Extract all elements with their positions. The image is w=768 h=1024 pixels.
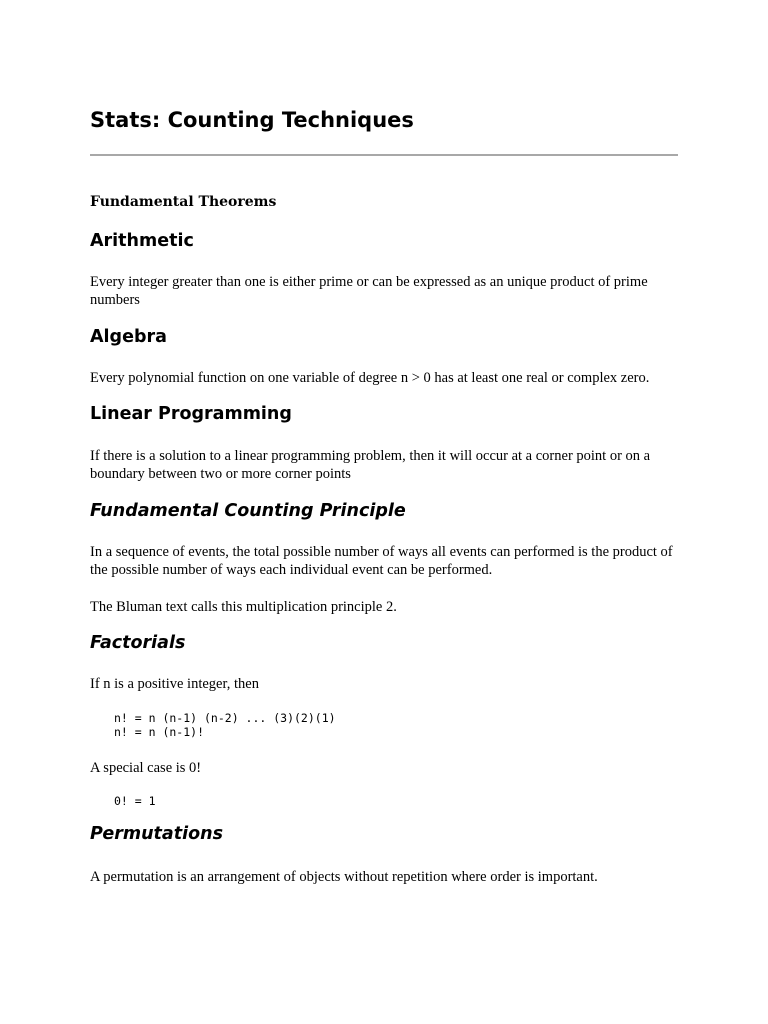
code-factorial-expansion: n! = n (n-1) (n-2) ... (3)(2)(1) xyxy=(114,711,336,725)
paragraph-counting-principle: In a sequence of events, the total possible number of ways all events can performed is the product of the possible number of ways each individual event can be performed. xyxy=(90,544,673,578)
paragraph-permutations: A permutation is an arrangement of objects without repetition where order is important. xyxy=(90,869,598,885)
paragraph-arithmetic: Every integer greater than one is either prime or can be expressed as an unique product of prime numbers xyxy=(90,274,648,308)
paragraph-linear-programming: If there is a solution to a linear programming problem, then it will occur at a corner point or on a boundary between two or more corner points xyxy=(90,448,651,482)
title-divider xyxy=(90,154,678,156)
code-zero-factorial: 0! = 1 xyxy=(114,794,156,808)
paragraph-special-case: A special case is 0! xyxy=(90,760,202,776)
heading-algebra: Algebra xyxy=(90,327,167,347)
heading-fundamental-counting-principle: Fundamental Counting Principle xyxy=(90,501,406,521)
heading-permutations: Permutations xyxy=(90,824,223,844)
heading-factorials: Factorials xyxy=(90,633,186,653)
heading-linear-programming: Linear Programming xyxy=(90,404,292,424)
paragraph-algebra: Every polynomial function on one variable of degree n > 0 has at least one real or complex zero. xyxy=(90,370,650,386)
page-title: Stats: Counting Techniques xyxy=(90,108,414,132)
heading-arithmetic: Arithmetic xyxy=(90,231,194,251)
paragraph-bluman-note: The Bluman text calls this multiplication principle 2. xyxy=(90,599,397,615)
section-subtitle: Fundamental Theorems xyxy=(90,194,277,210)
paragraph-factorials-intro: If n is a positive integer, then xyxy=(90,676,259,692)
code-factorial-recursive: n! = n (n-1)! xyxy=(114,725,205,739)
